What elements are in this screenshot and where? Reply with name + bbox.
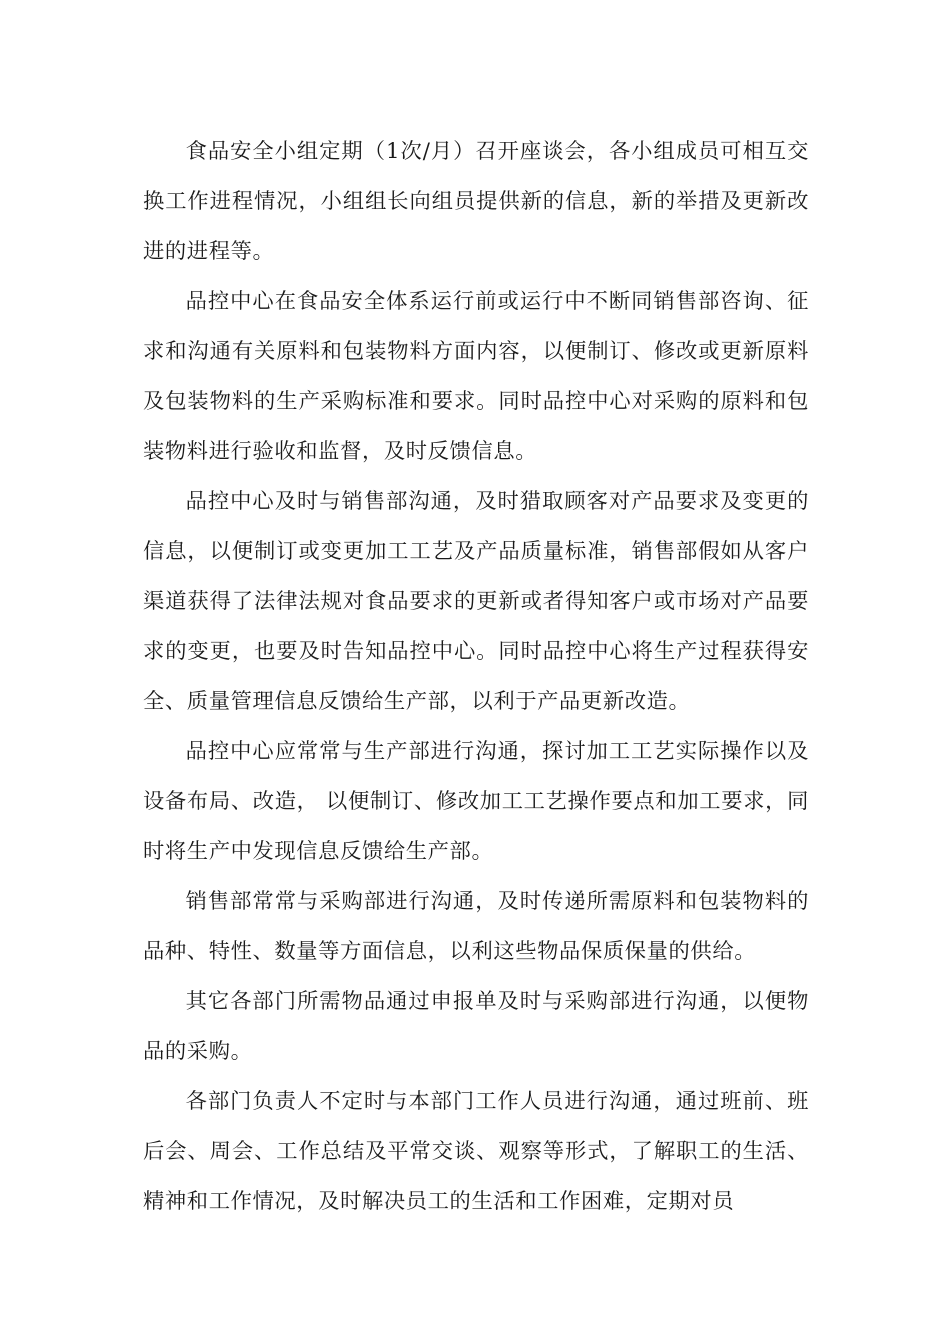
paragraph-7: 各部门负责人不定时与本部门工作人员进行沟通，通过班前、班后会、周会、工作总结及平常交谈、观察等形式，了解职工的生活、精神和工作情况，及时解决员工的生活和工作困难，定期对员 (143, 1089, 809, 1214)
document-body (143, 127, 809, 1227)
paragraph-4: 品控中心应常常与生产部进行沟通，探讨加工工艺实际操作以及设备布局、改造， 以便制订、修改加工工艺操作要点和加工要求，同时将生产中发现信息反馈给生产部。 (143, 739, 809, 864)
paragraph-3: 品控中心及时与销售部沟通，及时猎取顾客对产品要求及变更的信息，以便制订或变更加工工艺及产品质量标准，销售部假如从客户渠道获得了法律法规对食品要求的更新或者得知客户或市场对产品要求的变更，也要及时告知品控中心。同时品控中心将生产过程获得安全、质量管理信息反馈给生产部，以利于产品更新改造。 (143, 489, 809, 714)
paragraph-2: 品控中心在食品安全体系运行前或运行中不断同销售部咨询、征求和沟通有关原料和包装物料方面内容，以便制订、修改或更新原料及包装物料的生产采购标准和要求。同时品控中心对采购的原料和包装物料进行验收和监督，及时反馈信息。 (143, 289, 809, 464)
paragraph-1: 食品安全小组定期（1次/月）召开座谈会，各小组成员可相互交换工作进程情况，小组组长向组员提供新的信息，新的举措及更新改进的进程等。 (143, 139, 809, 264)
paragraph-5: 销售部常常与采购部进行沟通，及时传递所需原料和包装物料的品种、特性、数量等方面信息，以利这些物品保质保量的供给。 (143, 889, 809, 964)
paragraph-6: 其它各部门所需物品通过申报单及时与采购部进行沟通，以便物品的采购。 (143, 989, 809, 1064)
